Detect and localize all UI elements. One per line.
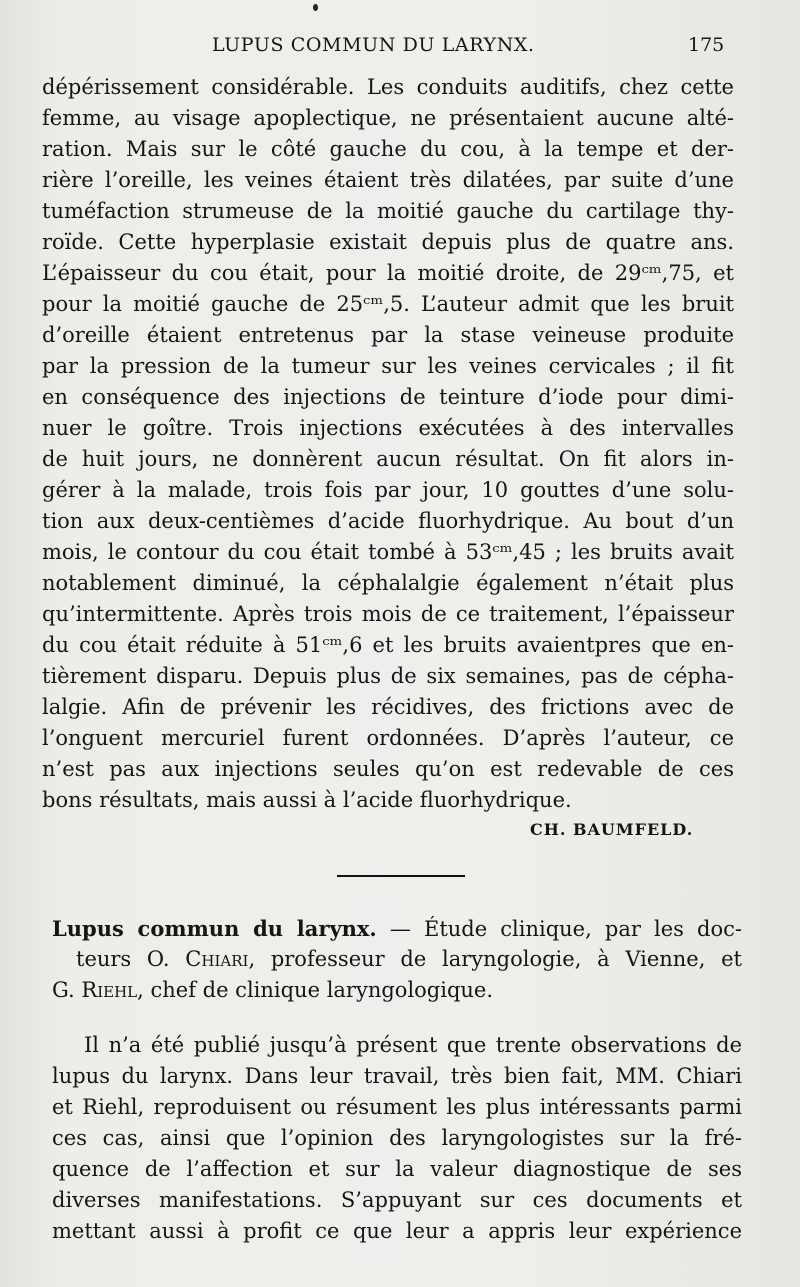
text-line: tièrement disparu. Depuis plus de six semaines, pas de cépha- xyxy=(42,664,734,688)
text-line: rière l’oreille, les veines étaient très dilatées, par suite d’une xyxy=(42,168,734,192)
text-line: tuméfaction strumeuse de la moitié gauche du cartilage thy- xyxy=(42,199,734,223)
article-body xyxy=(52,1030,742,1247)
article-continued-text xyxy=(42,72,734,816)
text-line: nuer le goître. Trois injections exécutées à des intervalles xyxy=(42,416,734,440)
heading-rest: — Étude clinique, par les doc- xyxy=(376,917,742,941)
text-line: lalgie. Afin de prévenir les récidives, des frictions avec de xyxy=(42,695,734,719)
article-heading-block xyxy=(52,913,742,1006)
section-heading: Lupus commun du larynx. xyxy=(52,916,377,941)
text-line: tion aux deux-centièmes d’acide fluorhydrique. Au bout d’un xyxy=(42,509,734,533)
text-line: diverses manifestations. S’appuyant sur ces documents et xyxy=(52,1188,742,1212)
author-name: Chiari xyxy=(185,947,249,971)
text-line: quence de l’affection et sur la valeur diagnostique de ses xyxy=(52,1157,742,1181)
text-line: notablement diminué, la céphalalgie également n’était plus xyxy=(42,571,734,595)
text-line: Il n’a été publié jusqu’à présent que trente observations de xyxy=(84,1033,742,1057)
author-signature: CH. BAUMFELD. xyxy=(530,820,694,839)
text-line: du cou était réduite à 51ᶜᵐ,6 et les bruits avaientpres que en- xyxy=(42,633,734,657)
authors-line: teurs O. Chiari, professeur de laryngologie, à Vienne, et xyxy=(76,947,742,971)
text-line: de huit jours, ne donnèrent aucun résultat. On fit alors in- xyxy=(42,447,734,471)
text-line: n’est pas aux injections seules qu’on est redevable de ces xyxy=(42,757,734,781)
text-line: par la pression de la tumeur sur les veines cervicales ; il fit xyxy=(42,354,734,378)
text-line: d’oreille étaient entretenus par la stase veineuse produite xyxy=(42,323,734,347)
text-line: femme, au visage apoplectique, ne présentaient aucune alté- xyxy=(42,106,734,130)
text-line: gérer à la malade, trois fois par jour, 10 gouttes d’une solu- xyxy=(42,478,734,502)
text-line: en conséquence des injections de teinture d’iode pour dimi- xyxy=(42,385,734,409)
text-line: qu’intermittente. Après trois mois de ce traitement, l’épaisseur xyxy=(42,602,734,626)
heading-line xyxy=(52,913,742,944)
author-name: Riehl xyxy=(81,978,138,1002)
text-line: roïde. Cette hyperplasie existait depuis plus de quatre ans. xyxy=(42,230,734,254)
text-line: L’épaisseur du cou était, pour la moitié droite, de 29ᶜᵐ,75, et xyxy=(42,261,734,285)
text-line: ces cas, ainsi que l’opinion des laryngologistes sur la fré- xyxy=(52,1126,742,1150)
text-line: et Riehl, reproduisent ou résument les plus intéressants parmi xyxy=(52,1095,742,1119)
ink-speck xyxy=(313,4,318,11)
text-line: ration. Mais sur le côté gauche du cou, à la tempe et der- xyxy=(42,137,734,161)
text-line: lupus du larynx. Dans leur travail, très bien fait, MM. Chiari xyxy=(52,1064,742,1088)
text-line: mois, le contour du cou était tombé à 53ᶜᵐ,45 ; les bruits avait xyxy=(42,540,734,564)
section-divider xyxy=(337,875,465,877)
running-head xyxy=(0,34,800,60)
authors-line: G. Riehl, chef de clinique laryngologique. xyxy=(52,978,494,1002)
text-line: dépérissement considérable. Les conduits auditifs, chez cette xyxy=(42,75,734,99)
text-line: mettant aussi à profit ce que leur a appris leur expérience xyxy=(52,1219,742,1243)
text-line: l’onguent mercuriel furent ordonnées. D’après l’auteur, ce xyxy=(42,726,734,750)
running-title: LUPUS COMMUN DU LARYNX. xyxy=(212,34,535,56)
text-line: pour la moitié gauche de 25ᶜᵐ,5. L’auteur admit que les bruit xyxy=(42,292,734,316)
text-line: bons résultats, mais aussi à l’acide fluorhydrique. xyxy=(42,788,572,812)
page-number: 175 xyxy=(688,34,725,56)
